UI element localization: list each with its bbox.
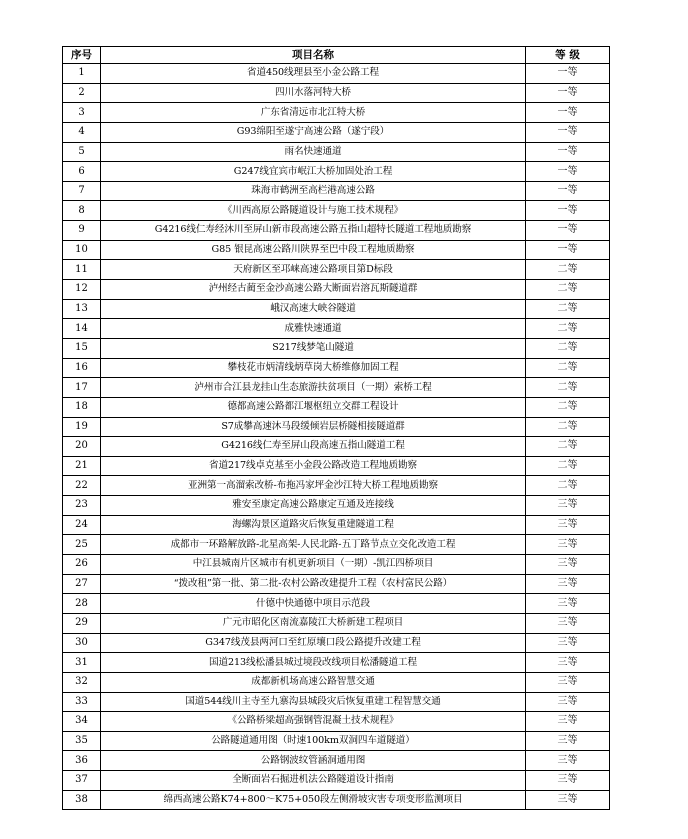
grade-cell: 二等 xyxy=(526,358,610,378)
row-number-cell: 21 xyxy=(63,456,101,476)
row-number-cell: 31 xyxy=(63,653,101,673)
project-name-cell: 全断面岩石掘进机法公路隧道设计指南 xyxy=(101,771,526,791)
table-row xyxy=(63,476,610,496)
project-name-cell: G85 银昆高速公路川陕界至巴中段工程地质勘察 xyxy=(101,240,526,260)
grade-cell: 三等 xyxy=(526,771,610,791)
row-number-cell: 9 xyxy=(63,221,101,241)
header-row xyxy=(63,47,610,64)
row-number-cell: 3 xyxy=(63,103,101,123)
grade-cell: 三等 xyxy=(526,751,610,771)
grade-cell: 三等 xyxy=(526,594,610,614)
grade-cell: 一等 xyxy=(526,181,610,201)
grade-cell: 三等 xyxy=(526,672,610,692)
project-name-cell: G347线茂县两河口至红原壤口段公路提升改建工程 xyxy=(101,633,526,653)
table-row xyxy=(63,672,610,692)
table-row xyxy=(63,731,610,751)
row-number-cell: 17 xyxy=(63,378,101,398)
table-row xyxy=(63,437,610,457)
row-number-cell: 19 xyxy=(63,417,101,437)
grade-cell: 三等 xyxy=(526,515,610,535)
row-number-cell: 22 xyxy=(63,476,101,496)
table-row xyxy=(63,240,610,260)
table-row xyxy=(63,83,610,103)
project-name-cell: 峨汉高速大峡谷隧道 xyxy=(101,299,526,319)
row-number-cell: 23 xyxy=(63,496,101,516)
table-row xyxy=(63,653,610,673)
row-number-cell: 32 xyxy=(63,672,101,692)
project-name-cell: 省道450线理县至小金公路工程 xyxy=(101,64,526,84)
project-name-cell: 雨名快速通道 xyxy=(101,142,526,162)
row-number-cell: 18 xyxy=(63,397,101,417)
table-row xyxy=(63,319,610,339)
table-row xyxy=(63,555,610,575)
table-row xyxy=(63,122,610,142)
table-row xyxy=(63,712,610,732)
grade-cell: 一等 xyxy=(526,103,610,123)
grade-cell: 三等 xyxy=(526,633,610,653)
row-number-cell: 29 xyxy=(63,613,101,633)
grade-cell: 二等 xyxy=(526,299,610,319)
table-header xyxy=(63,47,610,64)
project-name-cell: 公路隧道通用图（时速100km双洞四车道隧道） xyxy=(101,731,526,751)
row-number-cell: 1 xyxy=(63,64,101,84)
table-row xyxy=(63,64,610,84)
table-row xyxy=(63,613,610,633)
project-name-cell: 广东省清远市北江特大桥 xyxy=(101,103,526,123)
grade-cell: 三等 xyxy=(526,653,610,673)
table-row xyxy=(63,417,610,437)
table-row xyxy=(63,280,610,300)
grade-cell: 二等 xyxy=(526,417,610,437)
grade-cell: 三等 xyxy=(526,712,610,732)
project-name-cell: S7成攀高速沐马段缓倾岩层桥隧相接隧道群 xyxy=(101,417,526,437)
table-row xyxy=(63,771,610,791)
row-number-cell: 15 xyxy=(63,338,101,358)
project-name-cell: 国道544线川主寺至九寨沟县城段灾后恢复重建工程智慧交通 xyxy=(101,692,526,712)
row-number-cell: 5 xyxy=(63,142,101,162)
grade-cell: 三等 xyxy=(526,790,610,810)
project-name-cell: 《公路桥梁超高强钢管混凝土技术规程》 xyxy=(101,712,526,732)
table-row xyxy=(63,181,610,201)
project-name-cell: 绵西高速公路K74+800～K75+050段左侧滑坡灾害专项变形监测项目 xyxy=(101,790,526,810)
project-name-cell: 国道213线松潘县城过境段改线项目松潘隧道工程 xyxy=(101,653,526,673)
grade-cell: 一等 xyxy=(526,64,610,84)
row-number-cell: 26 xyxy=(63,555,101,575)
project-name-cell: S217线梦笔山隧道 xyxy=(101,338,526,358)
project-name-cell: 《川西高原公路隧道设计与施工技术规程》 xyxy=(101,201,526,221)
project-name-cell: 什德中快通德中项目示范段 xyxy=(101,594,526,614)
row-number-cell: 4 xyxy=(63,122,101,142)
table-row xyxy=(63,162,610,182)
row-number-cell: 36 xyxy=(63,751,101,771)
row-number-cell: 30 xyxy=(63,633,101,653)
table-row xyxy=(63,299,610,319)
row-number-cell: 37 xyxy=(63,771,101,791)
project-name-cell: 广元市昭化区南流嘉陵江大桥新建工程项目 xyxy=(101,613,526,633)
table-row xyxy=(63,103,610,123)
project-name-cell: 成都市一环路解放路-北星高架-人民北路-五丁路节点立交化改造工程 xyxy=(101,535,526,555)
table-row xyxy=(63,496,610,516)
grade-cell: 二等 xyxy=(526,476,610,496)
grade-cell: 二等 xyxy=(526,260,610,280)
grade-cell: 二等 xyxy=(526,397,610,417)
project-name-cell: 亚洲第一高溜索改桥-布拖冯家坪金沙江特大桥工程地质勘察 xyxy=(101,476,526,496)
project-name-cell: 成雅快速通道 xyxy=(101,319,526,339)
table-row xyxy=(63,594,610,614)
row-number-cell: 10 xyxy=(63,240,101,260)
awards-table xyxy=(62,46,610,810)
row-number-cell: 25 xyxy=(63,535,101,555)
table-row xyxy=(63,456,610,476)
row-number-cell: 24 xyxy=(63,515,101,535)
row-number-cell: 13 xyxy=(63,299,101,319)
grade-cell: 一等 xyxy=(526,221,610,241)
project-name-cell: 珠海市鹤洲至高栏港高速公路 xyxy=(101,181,526,201)
row-number-cell: 33 xyxy=(63,692,101,712)
project-name-cell: 中江县城南片区城市有机更新项目（一期）-凯江四桥项目 xyxy=(101,555,526,575)
project-name-cell: 雅安至康定高速公路康定互通及连接线 xyxy=(101,496,526,516)
row-number-cell: 14 xyxy=(63,319,101,339)
row-number-cell: 7 xyxy=(63,181,101,201)
project-name-cell: 德都高速公路都江堰枢纽立交群工程设计 xyxy=(101,397,526,417)
grade-cell: 一等 xyxy=(526,240,610,260)
project-name-cell: 成都新机场高速公路智慧交通 xyxy=(101,672,526,692)
row-number-cell: 16 xyxy=(63,358,101,378)
grade-cell: 二等 xyxy=(526,319,610,339)
grade-cell: 三等 xyxy=(526,574,610,594)
grade-cell: 二等 xyxy=(526,338,610,358)
row-number-cell: 38 xyxy=(63,790,101,810)
grade-cell: 二等 xyxy=(526,280,610,300)
table-row xyxy=(63,201,610,221)
column-header-name: 项目名称 xyxy=(101,47,526,64)
row-number-cell: 6 xyxy=(63,162,101,182)
table-body xyxy=(63,64,610,810)
project-name-cell: “拨改租”第一批、第二批-农村公路改建提升工程（农村富民公路） xyxy=(101,574,526,594)
table-row xyxy=(63,633,610,653)
grade-cell: 三等 xyxy=(526,555,610,575)
grade-cell: 三等 xyxy=(526,613,610,633)
project-name-cell: G4216线仁寿至屏山段高速五指山隧道工程 xyxy=(101,437,526,457)
grade-cell: 三等 xyxy=(526,731,610,751)
grade-cell: 三等 xyxy=(526,496,610,516)
project-name-cell: G4216线仁寿经沐川至屏山新市段高速公路五指山超特长隧道工程地质勘察 xyxy=(101,221,526,241)
project-name-cell: 泸州市合江县龙挂山生态旅游扶贫项目（一期）索桥工程 xyxy=(101,378,526,398)
grade-cell: 二等 xyxy=(526,378,610,398)
grade-cell: 一等 xyxy=(526,83,610,103)
grade-cell: 三等 xyxy=(526,535,610,555)
table-row xyxy=(63,260,610,280)
table-row xyxy=(63,535,610,555)
grade-cell: 三等 xyxy=(526,692,610,712)
table-row xyxy=(63,378,610,398)
table-row xyxy=(63,574,610,594)
table-row xyxy=(63,692,610,712)
row-number-cell: 27 xyxy=(63,574,101,594)
project-name-cell: 省道217线卓克基至小金段公路改造工程地质勘察 xyxy=(101,456,526,476)
project-name-cell: 海螺沟景区道路灾后恢复重建隧道工程 xyxy=(101,515,526,535)
project-name-cell: G247线宜宾市岷江大桥加固处治工程 xyxy=(101,162,526,182)
project-name-cell: G93绵阳至遂宁高速公路（遂宁段） xyxy=(101,122,526,142)
column-header-grade: 等 级 xyxy=(526,47,610,64)
grade-cell: 二等 xyxy=(526,437,610,457)
grade-cell: 一等 xyxy=(526,162,610,182)
table-row xyxy=(63,338,610,358)
grade-cell: 二等 xyxy=(526,456,610,476)
row-number-cell: 20 xyxy=(63,437,101,457)
row-number-cell: 11 xyxy=(63,260,101,280)
row-number-cell: 34 xyxy=(63,712,101,732)
project-name-cell: 公路钢波纹管涵洞通用图 xyxy=(101,751,526,771)
table-row xyxy=(63,790,610,810)
project-name-cell: 攀枝花市炳清线炳草岗大桥维修加固工程 xyxy=(101,358,526,378)
row-number-cell: 35 xyxy=(63,731,101,751)
grade-cell: 一等 xyxy=(526,201,610,221)
project-name-cell: 泸州经古蔺至金沙高速公路大断面岩溶瓦斯隧道群 xyxy=(101,280,526,300)
project-name-cell: 天府新区至邛崃高速公路项目第D标段 xyxy=(101,260,526,280)
project-name-cell: 四川水落河特大桥 xyxy=(101,83,526,103)
grade-cell: 一等 xyxy=(526,122,610,142)
row-number-cell: 8 xyxy=(63,201,101,221)
table-row xyxy=(63,751,610,771)
table-row xyxy=(63,397,610,417)
table-row xyxy=(63,358,610,378)
column-header-no: 序号 xyxy=(63,47,101,64)
row-number-cell: 2 xyxy=(63,83,101,103)
row-number-cell: 12 xyxy=(63,280,101,300)
table-row xyxy=(63,515,610,535)
grade-cell: 一等 xyxy=(526,142,610,162)
row-number-cell: 28 xyxy=(63,594,101,614)
table-row xyxy=(63,221,610,241)
table-row xyxy=(63,142,610,162)
